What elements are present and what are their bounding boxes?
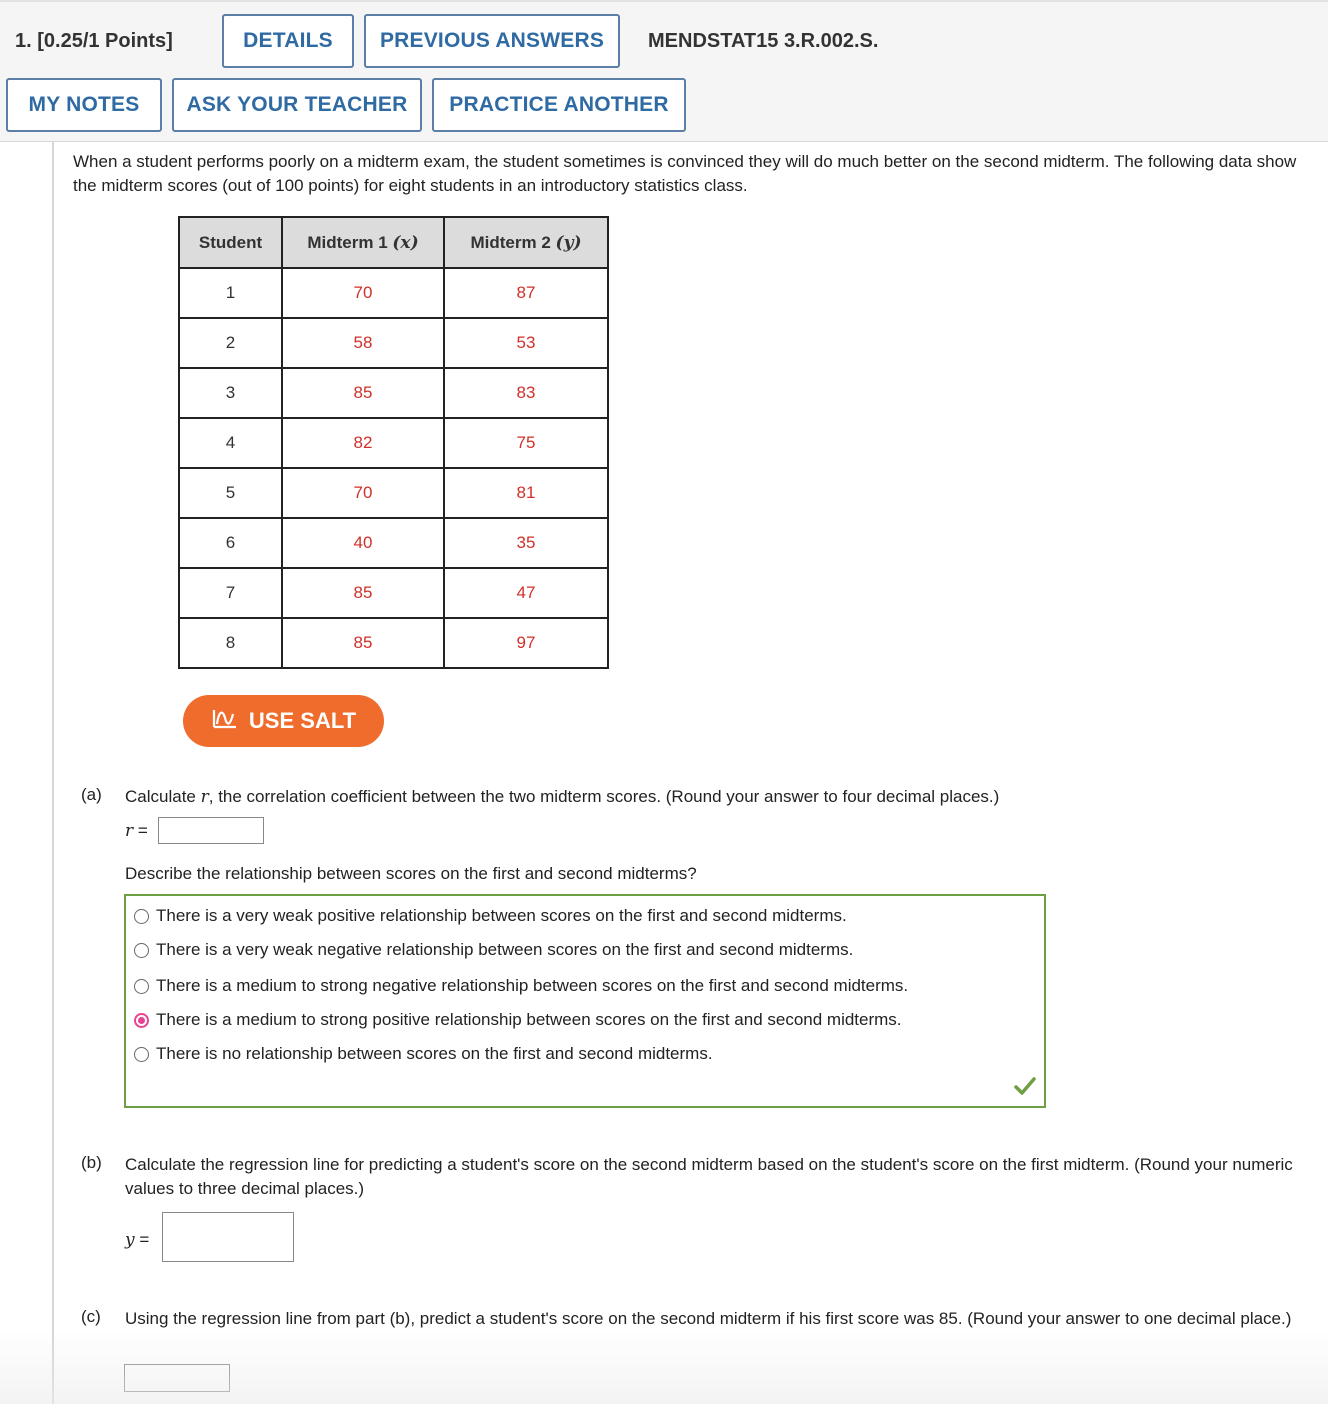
previous-answers-button[interactable]: PREVIOUS ANSWERS [364,14,620,68]
describe-prompt: Describe the relationship between scores on the first and second midterms? [125,864,697,883]
correct-check-icon [1014,1077,1036,1100]
midterm-table [178,216,609,669]
midterm1-cell: 85 [282,368,444,418]
radio-button[interactable] [134,979,149,994]
radio-button[interactable] [134,943,149,958]
r-answer-label: r = [125,821,148,841]
midterm1-cell: 85 [282,568,444,618]
points-label: 1. [0.25/1 Points] [15,30,173,52]
choice-option[interactable]: There is a medium to strong negative relationship between scores on the first and second midterms. [134,976,908,996]
my-notes-button[interactable]: MY NOTES [6,78,162,132]
midterm1-cell: 85 [282,618,444,668]
midterm2-cell: 83 [444,368,608,418]
part-a-question: Calculate r, the correlation coefficient between the two midterm scores. (Round your answer to four decimal places.) [125,787,1000,807]
details-button[interactable]: DETAILS [222,14,354,68]
part-b-question: Calculate the regression line for predicting a student's score on the second midterm based on the student's score on the first midterm. (Round your numeric values to three decimal places.) [125,1155,1293,1198]
student-cell: 6 [179,518,282,568]
table-row [179,568,608,618]
problem-id: MENDSTAT15 3.R.002.S. [648,30,879,52]
midterm2-cell: 87 [444,268,608,318]
table-row [179,268,608,318]
question-header [0,0,1328,142]
midterm2-cell: 53 [444,318,608,368]
ask-your-teacher-button[interactable]: ASK YOUR TEACHER [172,78,422,132]
question-intro: When a student performs poorly on a midterm exam, the student sometimes is convinced they will do much better on the second midterm. The following data show the midterm scores (out of 100 points) for eight students in an introductory statistics class. [73,152,1297,195]
radio-button[interactable] [134,1047,149,1062]
midterm2-cell: 47 [444,568,608,618]
relationship-choices [124,894,1046,1108]
y-answer-label: y = [125,1230,150,1250]
header-student: Student [179,217,282,268]
midterm2-cell: 75 [444,418,608,468]
midterm1-cell: 82 [282,418,444,468]
midterm2-cell: 81 [444,468,608,518]
choice-option[interactable]: There is a very weak negative relationship between scores on the first and second midterms. [134,940,853,960]
header-midterm-2: Midterm 2 (y) [444,217,608,268]
table-row [179,368,608,418]
student-cell: 8 [179,618,282,668]
table-row [179,518,608,568]
table-row [179,618,608,668]
student-cell: 7 [179,568,282,618]
midterm2-cell: 35 [444,518,608,568]
midterm1-cell: 40 [282,518,444,568]
header-midterm-1: Midterm 1 (x) [282,217,444,268]
practice-another-button[interactable]: PRACTICE ANOTHER [432,78,686,132]
regression-answer-input[interactable] [162,1212,294,1262]
r-answer-input[interactable] [158,817,264,844]
use-salt-button[interactable] [183,695,384,747]
midterm2-cell: 97 [444,618,608,668]
salt-label: USE SALT [248,708,357,733]
radio-button[interactable] [134,909,149,924]
choice-option-selected[interactable]: There is a medium to strong positive relationship between scores on the first and second midterms. [134,1010,902,1030]
salt-icon [211,706,239,736]
midterm1-cell: 70 [282,468,444,518]
prediction-answer-input[interactable] [124,1364,230,1392]
student-cell: 1 [179,268,282,318]
table-row [179,318,608,368]
part-b-label: (b) [81,1153,102,1172]
student-cell: 5 [179,468,282,518]
student-cell: 2 [179,318,282,368]
part-a-label: (a) [81,785,102,804]
student-cell: 4 [179,418,282,468]
left-border [52,142,54,1404]
midterm1-cell: 70 [282,268,444,318]
part-c-question: Using the regression line from part (b), predict a student's score on the second midterm if his first score was 85. (Round your answer to one decimal place.) [125,1309,1292,1328]
choice-option[interactable]: There is a very weak positive relationship between scores on the first and second midterms. [134,906,847,926]
table-row [179,468,608,518]
table-row [179,418,608,468]
part-c-label: (c) [81,1307,101,1326]
choice-option[interactable]: There is no relationship between scores on the first and second midterms. [134,1044,713,1064]
midterm1-cell: 58 [282,318,444,368]
student-cell: 3 [179,368,282,418]
radio-button-selected[interactable] [134,1013,149,1028]
